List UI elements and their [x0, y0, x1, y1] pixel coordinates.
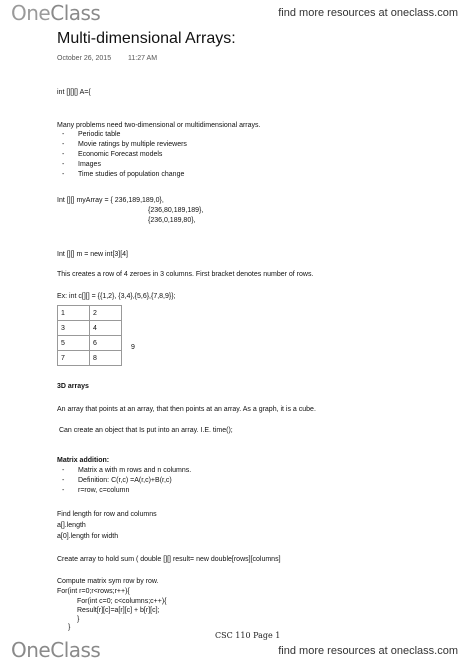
example-array-table — [57, 305, 122, 366]
code-line-new-int: Int [][] m = new int[3][4] — [57, 251, 129, 258]
list-item: - Economic Forecast models — [62, 150, 187, 160]
table-cell: 5 — [58, 336, 90, 351]
code-line-result: Result[r][c]=a[r][c] + b[r][c]; — [77, 607, 160, 614]
table-cell: 7 — [58, 351, 90, 366]
result-array-text: Create array to hold sum ( double [][] result= new double[rows][columns] — [57, 556, 281, 563]
oneclass-logo[interactable]: OneClass — [11, 1, 101, 25]
page-number: CSC 110 Page 1 — [215, 631, 281, 640]
heading-matrix-addition: Matrix addition: — [57, 457, 110, 464]
table-row — [58, 351, 122, 366]
table-cell: 3 — [58, 321, 90, 336]
rows-explanation: This creates a row of 4 zeroes in 3 columns. First bracket denotes number of rows. — [57, 271, 314, 278]
code-line-myarray-row3: {236,0,189,80}, — [148, 217, 196, 224]
table-row — [58, 321, 122, 336]
code-line-close-outer: } — [68, 624, 71, 631]
code-line-width: a[0].length for width — [57, 533, 119, 540]
code-line-myarray-row2: {236,80,189,189}, — [148, 207, 204, 214]
intro-text: Many problems need two-dimensional or multidimensional arrays. — [57, 122, 261, 129]
list-item: - Movie ratings by multiple reviewers — [62, 140, 187, 150]
page-title: Multi-dimensional Arrays: — [57, 30, 236, 47]
list-item: - Periodic table — [62, 130, 187, 140]
code-line-array-decl: int [][][] A={ — [57, 89, 91, 96]
table-row — [58, 306, 122, 321]
table-cell: 2 — [90, 306, 122, 321]
code-line-for-c: For(int c=0; c<columns;c++){ — [77, 598, 167, 605]
list-item: - Images — [62, 160, 187, 170]
list-item: - Time studies of population change — [62, 170, 187, 180]
note-time: 11:27 AM — [128, 55, 158, 62]
compute-text: Compute matrix sym row by row. — [57, 578, 159, 585]
table-cell: 6 — [90, 336, 122, 351]
code-line-length: a[].length — [57, 522, 86, 529]
code-line-for-r: For(int r=0;r<rows;r++){ — [57, 588, 130, 595]
matrix-list — [62, 466, 191, 496]
object-array-text: Can create an object that Is put into an array. I.E. time(); — [57, 427, 233, 434]
code-line-close-inner: } — [77, 616, 80, 623]
code-line-example: Ex: int c[][] = {{1,2}, {3,4},{5,6},{7,8,9}}; — [57, 293, 176, 300]
table-cell: 1 — [58, 306, 90, 321]
oneclass-logo-footer[interactable]: OneClass — [11, 638, 101, 662]
heading-3d-arrays: 3D arrays — [57, 383, 89, 390]
table-cell: 4 — [90, 321, 122, 336]
list-item: - Definition: C(r,c) =A(r,c)+B(r,c) — [62, 476, 191, 486]
list-item: - Matrix a with m rows and n columns. — [62, 466, 191, 476]
header — [0, 0, 474, 26]
use-case-list — [62, 130, 187, 180]
length-text: Find length for row and columns — [57, 511, 157, 518]
extra-element: 9 — [131, 344, 135, 351]
footer-tagline[interactable]: find more resources at oneclass.com — [278, 645, 458, 657]
table-row — [58, 336, 122, 351]
list-item: - r=row, c=column — [62, 486, 191, 496]
3d-arrays-text: An array that points at an array, that then points at an array. As a graph, it is a cube. — [57, 406, 316, 413]
table-cell: 8 — [90, 351, 122, 366]
header-tagline[interactable]: find more resources at oneclass.com — [278, 7, 458, 19]
note-date: October 26, 2015 — [57, 55, 112, 62]
code-line-myarray: Int [][] myArray = { 236,189,189,0}, — [57, 197, 164, 204]
